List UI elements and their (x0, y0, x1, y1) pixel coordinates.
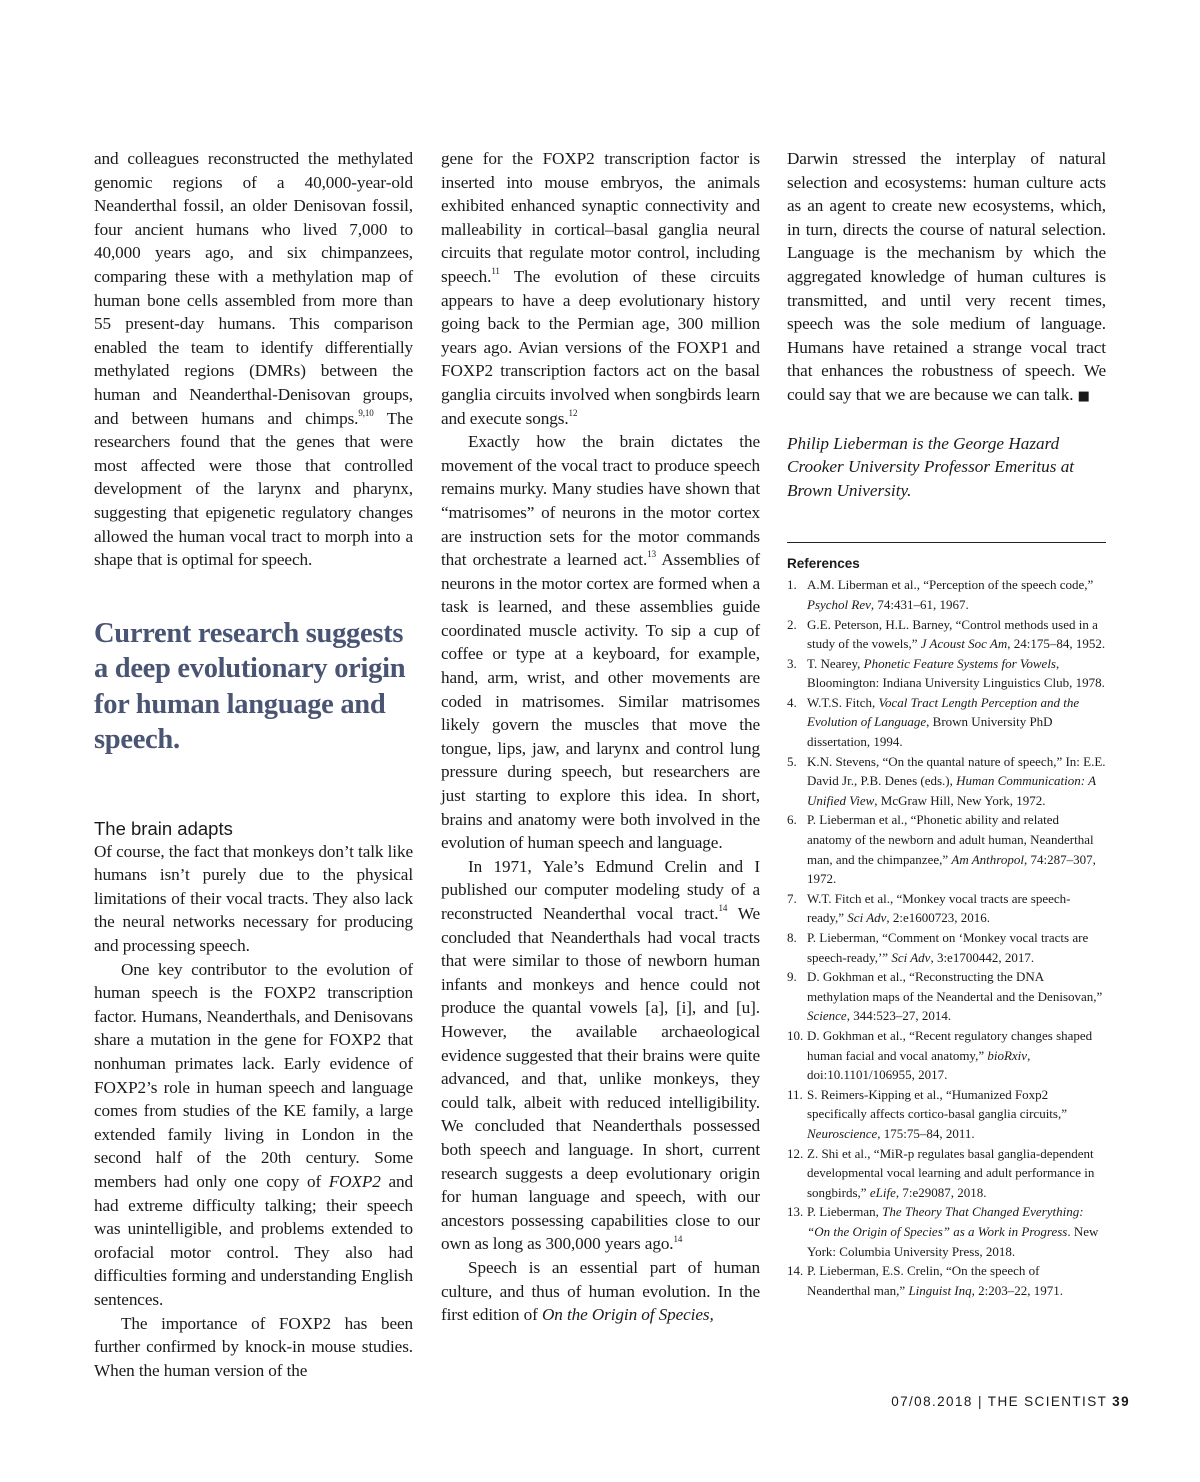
paragraph: The importance of FOXP2 has been further confirmed by knock-in mouse studies. When the human version of the (94, 1313, 413, 1380)
reference-item: 11. S. Reimers-Kipping et al., “Humanized Foxp2 specifically affects cortico-basal ganglia circuits,” Neuroscience, 175:75–84, 2011. (787, 1086, 1067, 1141)
paragraph: and colleagues reconstructed the methylated genomic regions of a 40,000-year-old Neanderthal fossil, an older Denisovan fossil, four ancient humans who lived 7,000 to 40,000 years ago, and six chimpanzees, comparing these with a methylation map of human bone cells assembled from more than 55 present-day humans. This comparison enabled the team to identify differentially methylated regions (DMRs) between the human and Neanderthal-Denisovan groups, and between humans and chimps.$^{9,10}$ The researchers found that the genes that were most affected were those that controlled development of the larynx and pharynx, suggesting that epigenetic regulatory changes allowed the human vocal tract to morph into a shape that is optimal for speech. (94, 149, 413, 570)
reference-number: 7. (787, 890, 797, 906)
reference-number: 13. (787, 1204, 804, 1220)
citation: 14 (718, 903, 728, 914)
paragraph: Exactly how the brain dictates the movement of the vocal tract to produce speech remains murky. Many studies have shown that “matrisomes” of neurons in the motor cortex are instruction sets for the motor commands that orchestrate a learned act.$^{13}$ Assemblies of neurons in the motor cortex are formed when a task is learned, and these assemblies guide coordinated muscle activity. To sip a cup of coffee or type at a keyboard, for example, hand, arm, wrist, and other movements are coded in matrisomes. Similar matrisomes likely govern the muscles that move the tongue, lips, jaw, and larynx and control lung pressure during speech, but researchers are just starting to explore this idea. In short, brains and anatomy were both involved in the evolution of human speech and language. (441, 432, 761, 853)
reference-item: 6. P. Lieberman et al., “Phonetic ability and related anatomy of the newborn and adult human, Neanderthal man, and the chimpanzee,” Am Anthropol, 74:287–307, 1972. (787, 812, 1096, 887)
reference-item: 13. P. Lieberman, The Theory That Changed Everything: “On the Origin of Species” as a Work in Progress. New York: Columbia University Press, 2018. (787, 1204, 1099, 1259)
reference-number: 1. (787, 577, 797, 593)
citation: 14 (673, 1233, 683, 1244)
paragraph: One key contributor to the evolution of human speech is the FOXP2 transcription factor. Humans, Neanderthals, and Denisovans share a mutation in the gene for FOXP2 that nonhuman primates lack. Early evidence of FOXP2’s role in human speech and language comes from studies of the KE family, a large extended family living in London in the second half of the 20th century. Some members had only one copy of FOXP2 and had extreme difficulty talking; their speech was unintelligible, and problems extended to orofacial motor control. They also had difficulties forming and understanding English sentences. (94, 959, 413, 1309)
reference-number: 10. (787, 1027, 804, 1043)
footer-separator: | (977, 1394, 983, 1409)
divider (787, 542, 1106, 543)
reference-number: 12. (787, 1145, 804, 1161)
reference-item: 8. P. Lieberman, “Comment on ‘Monkey vocal tracts are speech-ready,’” Sci Adv, 3:e1700442, 2017. (787, 930, 1089, 965)
paragraph: In 1971, Yale’s Edmund Crelin and I published our computer modeling study of a reconstructed Neanderthal vocal tract.$^{14}$ We concluded that Neanderthals had vocal tracts that were similar to those of newborn human infants and monkeys and hence could not produce the quantal vowels [a], [i], and [u]. However, the available archaeological evidence suggested that their brains were quite advanced, and that, unlike monkeys, they could talk, albeit with reduced intelligibility. We concluded that Neanderthals possessed both speech and language. In short, current research suggests a deep evolutionary origin for human language and speech, with our ancestors possessing capabilities close to our own as long as 300,000 years ago.$^{14}$ (441, 856, 760, 1254)
column-3 (787, 147, 1106, 1300)
page-number: 39 (1112, 1394, 1130, 1409)
reference-item: 7. W.T. Fitch et al., “Monkey vocal tracts are speech-ready,” Sci Adv, 2:e1600723, 2016. (787, 890, 1071, 926)
references-heading: References (787, 556, 860, 572)
reference-item: 12. Z. Shi et al., “MiR-p regulates basal ganglia-dependent developmental vocal learning and adult performance in songbirds,” eLife, 7:e29087, 2018. (787, 1145, 1095, 1200)
author-bio: Philip Lieberman is the George Hazard Crooker University Professor Emeritus at Brown University. (787, 433, 1075, 500)
citation: 9,10 (358, 407, 374, 418)
reference-number: 5. (787, 753, 797, 769)
reference-number: 6. (787, 812, 797, 828)
reference-number: 2. (787, 616, 797, 632)
reference-number: 8. (787, 930, 797, 945)
column-2 (441, 147, 760, 1327)
citation: 13 (647, 549, 656, 560)
end-mark-icon: ■ (1077, 388, 1090, 404)
reference-number: 3. (787, 655, 797, 671)
citation: 12 (568, 407, 578, 418)
references-list (787, 575, 1106, 1300)
reference-item: 14. P. Lieberman, E.S. Crelin, “On the speech of Neanderthal man,” Linguist Inq, 2:203–22, 1971. (787, 1263, 1064, 1298)
reference-item: 1. A.M. Liberman et al., “Perception of the speech code,” Psychol Rev, 74:431–61, 1967. (787, 577, 1094, 612)
reference-number: 4. (787, 694, 797, 710)
reference-number: 14. (787, 1263, 804, 1279)
page-footer (891, 1394, 1130, 1409)
paragraph: gene for the FOXP2 transcription factor is inserted into mouse embryos, the animals exhibited enhanced synaptic connectivity and malleability in cortical–basal ganglia neural circuits that regulate motor control, including speech.$^{11}$ The evolution of these circuits appears to have a deep evolutionary history going back to the Permian age, 300 million years ago. Avian versions of the FOXP1 and FOXP2 transcription factors act on the basal ganglia circuits involved when songbirds learn and execute songs.$^{12}$ (441, 149, 760, 428)
reference-item: 2. G.E. Peterson, H.L. Barney, “Control methods used in a study of the vowels,” J Acoust Soc Am, 24:175–84, 1952. (787, 616, 1106, 652)
reference-item: 3. T. Nearey, Phonetic Feature Systems for Vowels, Bloomington: Indiana University Linguistics Club, 1978. (787, 655, 1105, 691)
paragraph: Darwin stressed the interplay of natural selection and ecosystems: human culture acts as an agent to create new ecosystems, which, in turn, directs the course of natural selection. Language is the mechanism by which the aggregated knowledge of human cultures is transmitted, and until very recent times, speech was the sole medium of language. Humans have retained a strange vocal tract that enhances the robustness of speech. We could say that we are because we can talk. ■ (787, 149, 1106, 404)
reference-item: 4. W.T.S. Fitch, Vocal Tract Length Perception and the Evolution of Language, Brown University PhD dissertation, 1994. (787, 694, 1080, 750)
citation: 11 (491, 266, 500, 277)
issue-date: 07/08.2018 (891, 1394, 973, 1409)
reference-number: 11. (787, 1086, 803, 1102)
section-subhead: The brain adapts (94, 817, 233, 839)
paragraph: Speech is an essential part of human culture, and thus of human evolution. In the first edition of On the Origin of Species, (441, 1257, 760, 1325)
reference-number: 9. (787, 969, 797, 985)
paragraph: Of course, the fact that monkeys don’t talk like humans isn’t purely due to the physical limitations of their vocal tracts. They also lack the neural networks necessary for producing and processing speech. (94, 841, 413, 956)
reference-item: 10. D. Gokhman et al., “Recent regulatory changes shaped human facial and vocal anatomy,” bioRxiv, doi:10.1101/106955, 2017. (787, 1027, 1093, 1083)
reference-item: 5. K.N. Stevens, “On the quantal nature of speech,” In: E.E. David Jr., P.B. Denes (eds.), Human Communication: A Unified View, McGraw Hill, New York, 1972. (787, 753, 1106, 808)
reference-item: 9. D. Gokhman et al., “Reconstructing the DNA methylation maps of the Neandertal and the Denisovan,” Science, 344:523–27, 2014. (787, 969, 1103, 1024)
pull-quote: Current research suggests a deep evolutionary origin for human language and speech. (94, 617, 406, 756)
publication-name: THE SCIENTIST (987, 1394, 1108, 1409)
column-1 (94, 147, 413, 1382)
